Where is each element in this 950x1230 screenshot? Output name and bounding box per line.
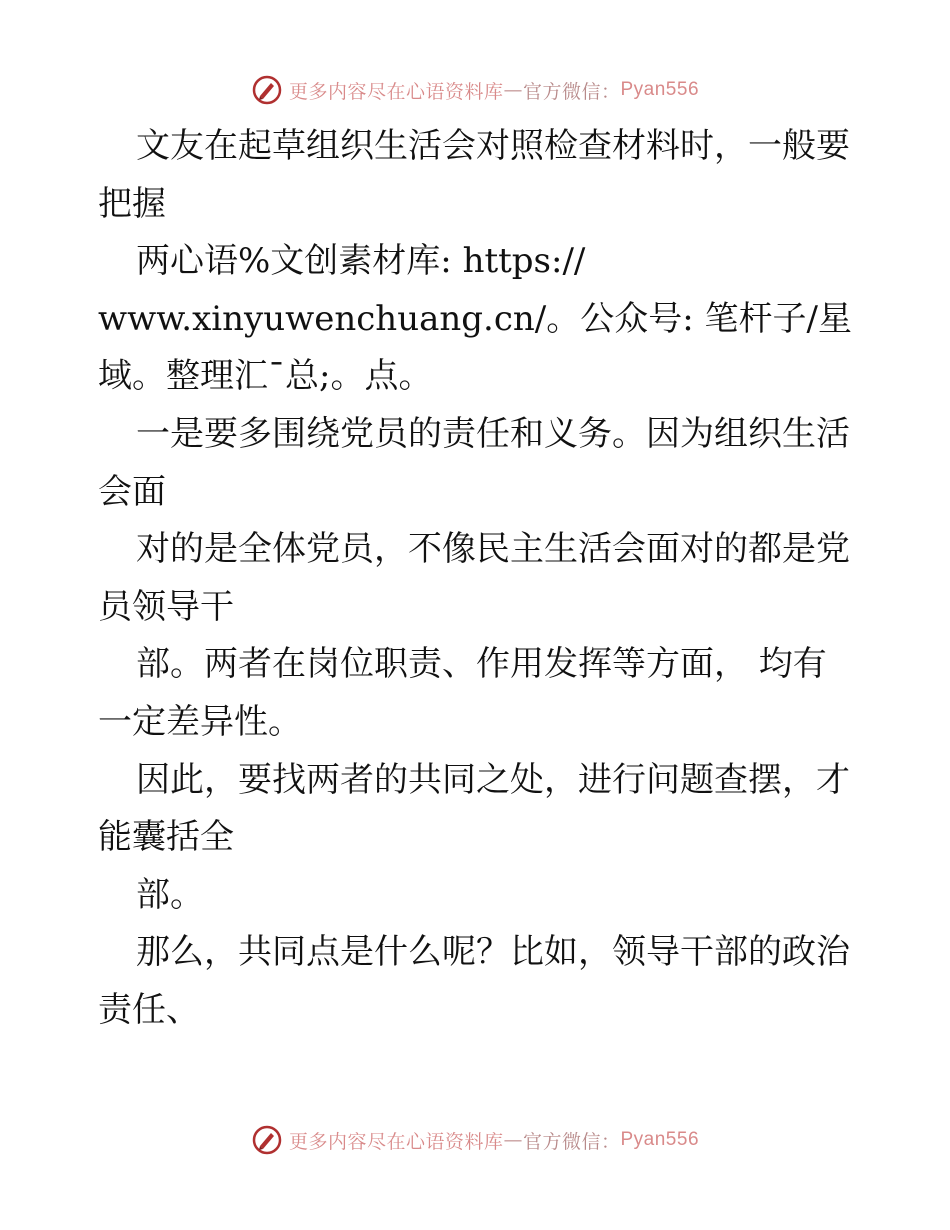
- text-line: 因此，要找两者的共同之处，进行问题查摆，才: [136, 759, 850, 800]
- text-line: 部。: [136, 874, 204, 915]
- text-line: 对的是全体党员，不像民主生活会面对的都是党: [136, 529, 850, 570]
- text-line: 那么，共同点是什么呢？比如，领导干部的政治: [136, 932, 850, 973]
- banner-dash: —: [503, 79, 523, 101]
- banner-wechat-label: 官方微信：: [522, 1130, 621, 1153]
- text-line: [98, 233, 858, 291]
- text-line: 文友在起草组织生活会对照检查材料时，一般要: [136, 126, 850, 166]
- text-line: 会面: [98, 471, 166, 512]
- header-banner: [0, 70, 950, 110]
- document-body: [98, 118, 858, 1040]
- banner-wechat-label: 官方微信：: [522, 80, 621, 103]
- banner-dash: —: [503, 1129, 523, 1151]
- text-line: 把握: [98, 183, 166, 224]
- text-line: 员领导干: [98, 586, 234, 627]
- text-line: 域。整理汇¯总;。点。: [98, 356, 433, 397]
- text-line: www.xinyuwenchuang.cn/。公众号: 笔杆子/星: [98, 298, 852, 339]
- banner-wechat-id: Pyan556: [620, 79, 700, 100]
- banner-title: 更多内容尽在心语资料库: [288, 80, 504, 103]
- banner-title: 更多内容尽在心语资料库: [288, 1130, 504, 1153]
- text-line-content: 两心语%文创素材库: https://: [136, 241, 586, 282]
- pen-circle-logo-icon: [251, 1124, 283, 1156]
- text-line: 一定差异性。: [98, 701, 302, 742]
- text-line: 一是要多围绕党员的责任和义务。因为组织生活: [136, 413, 850, 454]
- pen-circle-logo-icon: [251, 74, 283, 106]
- banner-wechat-id: Pyan556: [620, 1129, 700, 1150]
- text-line: 部。两者在岗位职责、作用发挥等方面， 均有: [136, 644, 827, 685]
- text-line: 能囊括全: [98, 817, 234, 858]
- footer-banner: [0, 1120, 950, 1160]
- text-line: 责任、: [98, 989, 200, 1030]
